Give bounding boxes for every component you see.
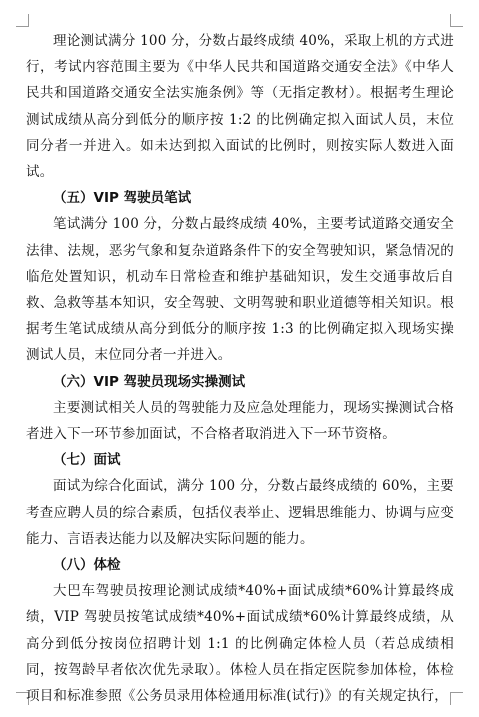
paragraph-vip-practical-test: 主要测试相关人员的驾驶能力及应急处理能力，现场实操测试合格者进入下一环节参加面试，不合格者取消进入下一环节资格。 xyxy=(26,399,454,443)
paragraph-physical-exam: 大巴车驾驶员按理论测试成绩*40%+面试成绩*60%计算最终成绩，VIP 驾驶员按笔试成绩*40%+面试成绩*60%计算最终成绩，从高分到低分按岗位招聘计划 1:1 的比例确定体检人员（若总成绩相同，按驾龄早者依次优先录取）。体检人员在指定医院参加体检，体检项目和标准参照《公务员录用体检通用标准(试行)》的有关规定执行， xyxy=(26,583,454,705)
document-body xyxy=(26,28,454,709)
paragraph-theory-test: 理论测试满分 100 分，分数占最终成绩 40%，采取上机的方式进行，考试内容范围主要为《中华人民共和国道路交通安全法》《中华人民共和国道路交通安全法实施条例》等（无指定教材）。根据考生理论测试成绩从高分到低分的顺序按 1:2 的比例确定拟入面试人员，末位同分者一并进入。如未达到拟入面试的比例时，则按实际人数进入面试。 xyxy=(26,33,454,181)
crop-mark-top-left xyxy=(16,14,29,27)
heading-physical-exam: （八）体检 xyxy=(53,557,121,574)
heading-vip-written-test: （五）VIP 驾驶员笔试 xyxy=(53,190,192,207)
crop-mark-top-right xyxy=(450,14,463,27)
paragraph-interview: 面试为综合化面试，满分 100 分，分数占最终成绩的 60%，主要考查应聘人员的综合素质，包括仪表举止、逻辑思维能力、协调与应变能力、言语表达能力以及解决实际问题的能力。 xyxy=(26,478,454,547)
paragraph-vip-written-test: 笔试满分 100 分，分数占最终成绩 40%，主要考试道路交通安全法律、法规，恶劣气象和复杂道路条件下的安全驾驶知识，紧急情况的临危处置知识，机动车日常检查和维护基础知识，发生交通事故后自救、急救等基本知识，安全驾驶、文明驾驶和职业道德等相关知识。根据考生笔试成绩从高分到低分的顺序按 1:3 的比例确定拟入现场实操测试人员，末位同分者一并进入。 xyxy=(26,216,454,364)
heading-vip-practical-test: （六）VIP 驾驶员现场实操测试 xyxy=(53,373,246,390)
heading-interview: （七）面试 xyxy=(53,452,121,469)
